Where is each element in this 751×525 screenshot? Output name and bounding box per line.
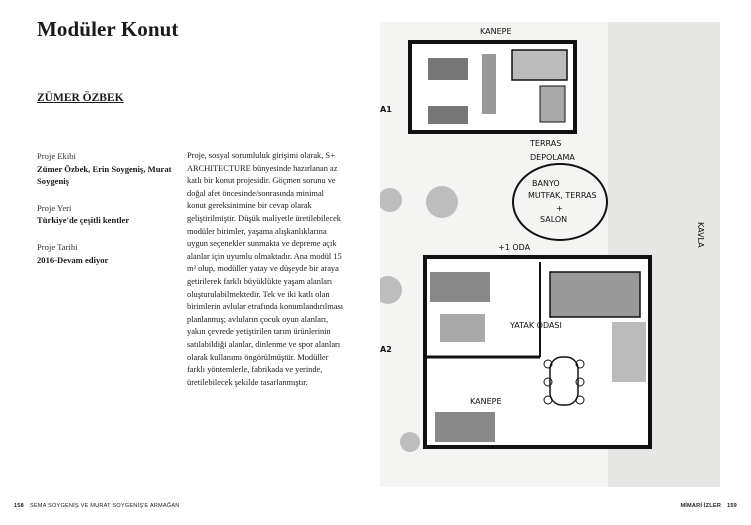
meta-date bbox=[37, 241, 177, 266]
project-description: Proje, sosyal sorumluluk girişimi olarak, S+ ARCHITECTURE bünyesinde hazırlanan az katlı bir konut projesidir. Göçmen sorunu ve doğal afet öncesinde/sonrasında minimal konut gereksinimine bir cevap olarak geliştirilmiştir. Düşük maliyetle üretilebilecek modüler birimler, yaşama alışkanlıklarına uygun seçenekler sunmakta ve depreme açık alanlar için uyumlu olmaktadır. Ana modül 15 m² olup, modüller yatay ve düşeyde bir araya getirilerek farklı büyüklükte yaşam alanları oluşturulabilmektedir. Tek ve iki katlı olan birimlerin avlular etrafında konumlandırılması planlanmış; avluların çocuk oyun alanları, yakın çevrede yetiştirilen tarım ürünlerinin satılabildiği alanlar, dinlenme ve spor alanları olarak kullanımı öngörülmüştür. Modüller farklı yöntemlerle, fabrikada ve yerinde, üretilebilecek şekilde tasarlanmıştır. bbox=[187, 151, 344, 387]
label-depolama: DEPOLAMA bbox=[530, 153, 575, 162]
author-name: ZÜMER ÖZBEK bbox=[37, 92, 124, 104]
label-kanepe-top: KANEPE bbox=[480, 27, 512, 36]
footer-left-text: SEMA SOYGENİŞ VE MURAT SOYGENİŞ'E ARMAĞAN bbox=[29, 503, 180, 509]
meta-label: Proje Tarihi bbox=[37, 241, 78, 252]
footer-left bbox=[14, 503, 180, 509]
meta-label: Proje Yeri bbox=[37, 202, 72, 213]
floor-plan-sketch bbox=[380, 22, 720, 487]
label-salon: SALON bbox=[540, 215, 568, 224]
meta-location bbox=[37, 202, 177, 227]
meta-label: Proje Ekibi bbox=[37, 151, 76, 161]
page-title: Modüler Konut bbox=[37, 17, 179, 41]
meta-value: Zümer Özbek, Erin Soygeniş, Murat Soygeniş bbox=[37, 163, 172, 187]
label-teras: TERRAS bbox=[530, 139, 562, 148]
label-side: KAVLA bbox=[696, 222, 705, 248]
page-number-left: 158 bbox=[14, 503, 24, 509]
label-oda: +1 ODA bbox=[498, 243, 531, 252]
label-a2: A2 bbox=[380, 345, 392, 354]
footer-right bbox=[680, 503, 737, 509]
label-yatak: YATAK ODASI bbox=[510, 321, 562, 330]
label-mutfak: MUTFAK, TERRAS bbox=[528, 191, 597, 200]
label-plus: + bbox=[556, 204, 563, 213]
footer-right-text: MİMARİ İZLER bbox=[680, 503, 722, 509]
meta-value: 2016-Devam ediyor bbox=[37, 254, 109, 265]
label-banyo: BANYO bbox=[532, 179, 560, 188]
label-a1: A1 bbox=[380, 105, 392, 114]
a2-plan bbox=[425, 257, 650, 447]
a1-plan bbox=[410, 42, 575, 132]
page-number-right: 159 bbox=[727, 503, 737, 509]
meta-value: Türkiye'de çeşitli kentler bbox=[37, 215, 130, 226]
label-kanepe-bottom: KANEPE bbox=[470, 397, 502, 406]
meta-team bbox=[37, 150, 177, 188]
project-meta bbox=[37, 150, 177, 280]
